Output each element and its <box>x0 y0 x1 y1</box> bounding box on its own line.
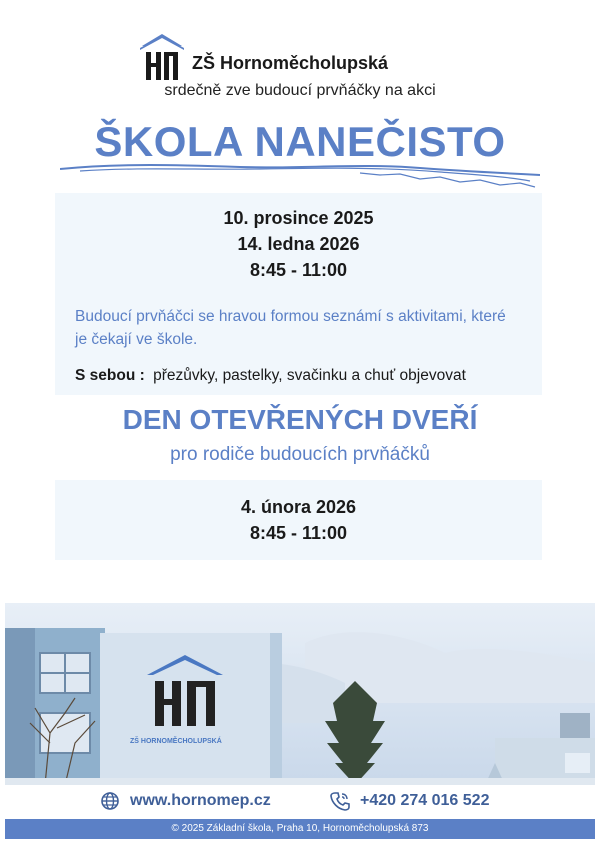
event2-info-box <box>55 480 542 560</box>
event2-subtitle: pro rodiče budoucích prvňáčků <box>170 444 430 465</box>
event2-date: 4. února 2026 <box>240 497 357 517</box>
bring-line <box>75 367 522 385</box>
decorative-scribble <box>60 155 540 195</box>
school-building-photo <box>5 603 595 785</box>
school-logo-icon <box>140 32 184 82</box>
phone-link[interactable] <box>330 791 489 811</box>
event1-time: 8:45 - 11:00 <box>249 260 348 280</box>
copyright-bar: © 2025 Základní škola, Praha 10, Hornoměcholupská 873 <box>5 819 595 839</box>
footer-contacts <box>0 787 600 817</box>
event2-title: DEN OTEVŘENÝCH DVEŘÍ <box>122 404 478 435</box>
website-text: www.hornomep.cz <box>130 792 271 809</box>
event1-date-2: 14. ledna 2026 <box>237 234 360 254</box>
invite-line: srdečně zve budoucí prvňáčky na akci <box>164 82 436 99</box>
bring-items: přezůvky, pastelky, svačinku a chuť objevovat <box>153 367 466 384</box>
event2-time: 8:45 - 11:00 <box>249 523 348 543</box>
phone-icon <box>330 791 350 811</box>
event1-title: ŠKOLA NANEČISTO <box>94 118 506 165</box>
phone-text: +420 274 016 522 <box>360 792 490 809</box>
building-sign-text: ZŠ HORNOMĚCHOLUPSKÁ <box>130 738 222 745</box>
school-name: ZŠ Hornoměcholupská <box>192 53 389 73</box>
globe-icon <box>100 791 120 811</box>
event1-description: Budoucí prvňáčci se hravou formou seznámí s aktivitami, které je čekají ve škole. <box>75 308 506 348</box>
website-link[interactable] <box>100 791 271 811</box>
bring-label: S sebou : <box>75 367 145 384</box>
event1-info-box <box>55 193 542 395</box>
event1-date-1: 10. prosince 2025 <box>223 208 374 228</box>
